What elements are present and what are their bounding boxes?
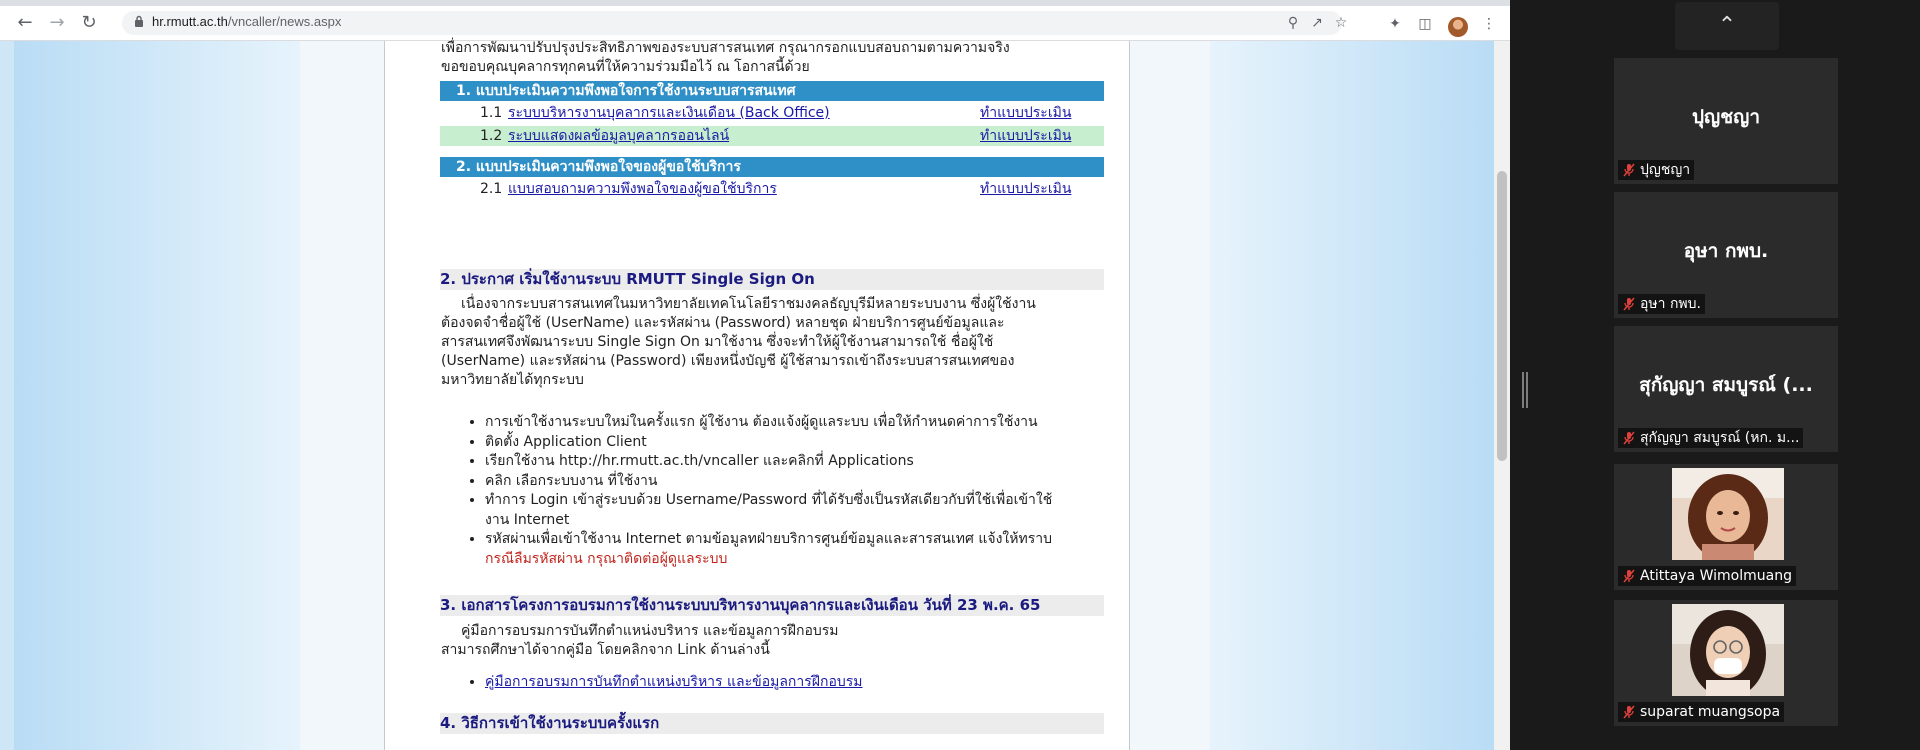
item-number: 1.1 bbox=[480, 105, 503, 121]
panel-resize-handle[interactable] bbox=[1522, 372, 1528, 408]
list-item: • การเข้าใช้งานระบบใหม่ในครั้งแรก ผู้ใช้งาน ต้องแจ้งผู้ดูแลระบบ เพื่อให้กำหนดค่าการใช้งาน bbox=[485, 413, 1145, 433]
evaluate-link[interactable]: ทำแบบประเมิน bbox=[980, 128, 1072, 144]
list-item: • เรียกใช้งาน http://hr.rmutt.ac.th/vncaller และคลิกที่ Applications bbox=[485, 452, 1145, 472]
address-bar[interactable] bbox=[122, 11, 1348, 35]
participant-tile[interactable] bbox=[1614, 600, 1838, 726]
section3-paragraph bbox=[441, 622, 1101, 660]
para-line: สารสนเทศจึงพัฒนาระบบ Single Sign On มาใช้งาน ซึ่งจะทำให้ผู้ใช้งานสามารถใช้ ชื่อผู้ใช้ bbox=[441, 334, 994, 350]
survey1-header bbox=[440, 81, 1104, 101]
section2-heading: 2. ประกาศ เริ่มใช้งานระบบ RMUTT Single Sign On bbox=[440, 269, 1104, 290]
news-content bbox=[384, 41, 1130, 750]
participant-label-text: อุษา กพบ. bbox=[1640, 296, 1701, 312]
survey-item-1-2 bbox=[440, 126, 1104, 146]
evaluate-link[interactable]: ทำแบบประเมิน bbox=[980, 105, 1072, 121]
participant-label-text: ปุญชญา bbox=[1640, 162, 1691, 178]
section3-heading: 3. เอกสารโครงการอบรมการใช้งานระบบบริหารงานบุคลากรและเงินเดือน วันที่ 23 พ.ค. 65 bbox=[440, 595, 1104, 616]
survey2-header bbox=[440, 157, 1104, 177]
collapse-chevron-icon[interactable]: ⌃ bbox=[1675, 2, 1779, 50]
reload-icon[interactable]: ↻ bbox=[81, 12, 97, 33]
survey1-title: 1. แบบประเมินความพึงพอใจการใช้งานระบบสารสนเทศ bbox=[456, 83, 796, 99]
participant-video bbox=[1672, 604, 1784, 696]
lock-icon bbox=[134, 15, 144, 27]
participant-label-text: suparat muangsopa bbox=[1640, 704, 1781, 720]
evaluate-link[interactable]: ทำแบบประเมิน bbox=[980, 181, 1072, 197]
bookmark-star-icon[interactable]: ☆ bbox=[1334, 15, 1348, 31]
participant-name: ปุญชญา bbox=[1691, 106, 1760, 128]
participant-video bbox=[1672, 468, 1784, 560]
url-text bbox=[152, 14, 341, 29]
list-item bbox=[485, 673, 1145, 693]
list-item-text: รหัสผ่านเพื่อเข้าใช้งาน Internet ตามข้อมูลทฝ่ายบริการศูนย์ข้อมูลและสารสนเทศ แจ้งให้ทราบ bbox=[485, 531, 1052, 547]
muted-mic-icon bbox=[1622, 163, 1636, 177]
list-item bbox=[485, 491, 1145, 530]
muted-mic-icon bbox=[1622, 431, 1636, 445]
participant-label-text: Atittaya Wimolmuang bbox=[1640, 568, 1792, 584]
page-scrollbar[interactable] bbox=[1494, 41, 1510, 750]
list-item-text: ทำการ Login เข้าสู่ระบบด้วย Username/Password ที่ได้รับซึ่งเป็นรหัสเดียวกับที่ใช้เพื่อเข้าใช้ bbox=[485, 492, 1053, 508]
service-survey-link[interactable]: แบบสอบถามความพึงพอใจของผู้ขอใช้บริการ bbox=[508, 181, 777, 197]
browser-toolbar bbox=[0, 6, 1510, 41]
back-office-link[interactable]: ระบบบริหารงานบุคลากรและเงินเดือน (Back Office) bbox=[508, 105, 830, 121]
url-host: hr.rmutt.ac.th bbox=[152, 14, 228, 29]
share-icon[interactable]: ↗ bbox=[1311, 15, 1323, 31]
extensions-puzzle-icon[interactable]: ✦ bbox=[1389, 16, 1401, 32]
intro-line-2: ขอขอบคุณบุคลากรทุกคนที่ให้ความร่วมมือไว้ ณ โอกาสนี้ด้วย bbox=[441, 59, 810, 75]
participant-label bbox=[1618, 160, 1694, 180]
participant-name: สุกัญญา สมบูรณ์ (... bbox=[1639, 374, 1813, 396]
survey-item-1-1 bbox=[440, 103, 1104, 123]
url-path: /vncaller/news.aspx bbox=[227, 14, 342, 29]
para-line: (UserName) และรหัสผ่าน (Password) เพียงหนึ่งบัญชี ผู้ใช้สามารถเข้าถึงระบบสารสนเทศของ bbox=[441, 353, 1015, 369]
muted-mic-icon bbox=[1622, 297, 1636, 311]
participant-tile[interactable] bbox=[1614, 192, 1838, 318]
item-number: 1.2 bbox=[480, 128, 503, 144]
list-item-text: งาน Internet bbox=[485, 511, 570, 528]
side-panel-icon[interactable]: ◫ bbox=[1418, 16, 1432, 32]
participant-tile[interactable] bbox=[1614, 326, 1838, 452]
para-line: ต้องจดจำชื่อผู้ใช้ (UserName) และรหัสผ่าน (Password) หลายชุด ฝ่ายบริการศูนย์ข้อมูลและ bbox=[441, 315, 1005, 331]
section2-paragraph bbox=[441, 295, 1101, 390]
survey-item-2-1 bbox=[440, 179, 1104, 199]
forward-arrow-icon[interactable]: → bbox=[49, 12, 65, 33]
intro-line-1: เพื่อการพัฒนาปรับปรุงประสิทธิภาพของระบบสารสนเทศ กรุณากรอกแบบสอบถามตามความจริง bbox=[441, 40, 1010, 56]
para-line: สามารถศึกษาได้จากคู่มือ โดยคลิกจาก Link ด้านล่างนี้ bbox=[441, 642, 770, 658]
para-line: คู่มือการอบรมการบันทึกตำแหน่งบริหาร และข้อมูลการฝึกอบรม bbox=[461, 623, 839, 639]
muted-mic-icon bbox=[1622, 705, 1636, 719]
para-line: มหาวิทยาลัยได้ทุกระบบ bbox=[441, 372, 584, 388]
profile-avatar[interactable] bbox=[1448, 17, 1468, 37]
list-item bbox=[485, 530, 1145, 569]
participant-name: อุษา กพบ. bbox=[1683, 240, 1769, 262]
list-item: • ติดตั้ง Application Client bbox=[485, 433, 1145, 453]
section2-bullet-list bbox=[441, 413, 1145, 569]
item-number: 2.1 bbox=[480, 181, 503, 197]
section4-heading: 4. วิธีการเข้าใช้งานระบบครั้งแรก bbox=[440, 713, 1104, 734]
online-personnel-link[interactable]: ระบบแสดงผลข้อมูลบุคลากรออนไลน์ bbox=[508, 128, 730, 144]
back-arrow-icon[interactable]: ← bbox=[17, 12, 33, 33]
participant-label bbox=[1618, 428, 1803, 448]
muted-mic-icon bbox=[1622, 569, 1636, 583]
more-menu-icon[interactable]: ⋮ bbox=[1482, 16, 1496, 32]
scrollbar-thumb[interactable] bbox=[1497, 171, 1507, 461]
section3-link-list bbox=[441, 673, 1145, 693]
forgot-password-note: กรณีลืมรหัสผ่าน กรุณาติดต่อผู้ดูแลระบบ bbox=[485, 550, 728, 567]
list-item: • คลิก เลือกระบบงาน ที่ใช้งาน bbox=[485, 472, 1145, 492]
participant-label bbox=[1618, 702, 1784, 722]
participant-label-text: สุกัญญา สมบูรณ์ (หก. ม... bbox=[1640, 430, 1800, 446]
zoom-icon[interactable]: ⚲ bbox=[1287, 15, 1299, 31]
participant-label bbox=[1618, 294, 1705, 314]
participant-label bbox=[1618, 566, 1796, 586]
survey2-title: 2. แบบประเมินความพึงพอใจของผู้ขอใช้บริการ bbox=[456, 159, 741, 175]
training-manual-link[interactable]: คู่มือการอบรมการบันทึกตำแหน่งบริหาร และข้อมูลการฝึกอบรม bbox=[485, 674, 863, 690]
participant-tile[interactable] bbox=[1614, 464, 1838, 590]
participant-tile[interactable] bbox=[1614, 58, 1838, 184]
para-line: เนื่องจากระบบสารสนเทศในมหาวิทยาลัยเทคโนโลยีราชมงคลธัญบุรีมีหลายระบบงาน ซึ่งผู้ใช้งาน bbox=[461, 296, 1036, 312]
